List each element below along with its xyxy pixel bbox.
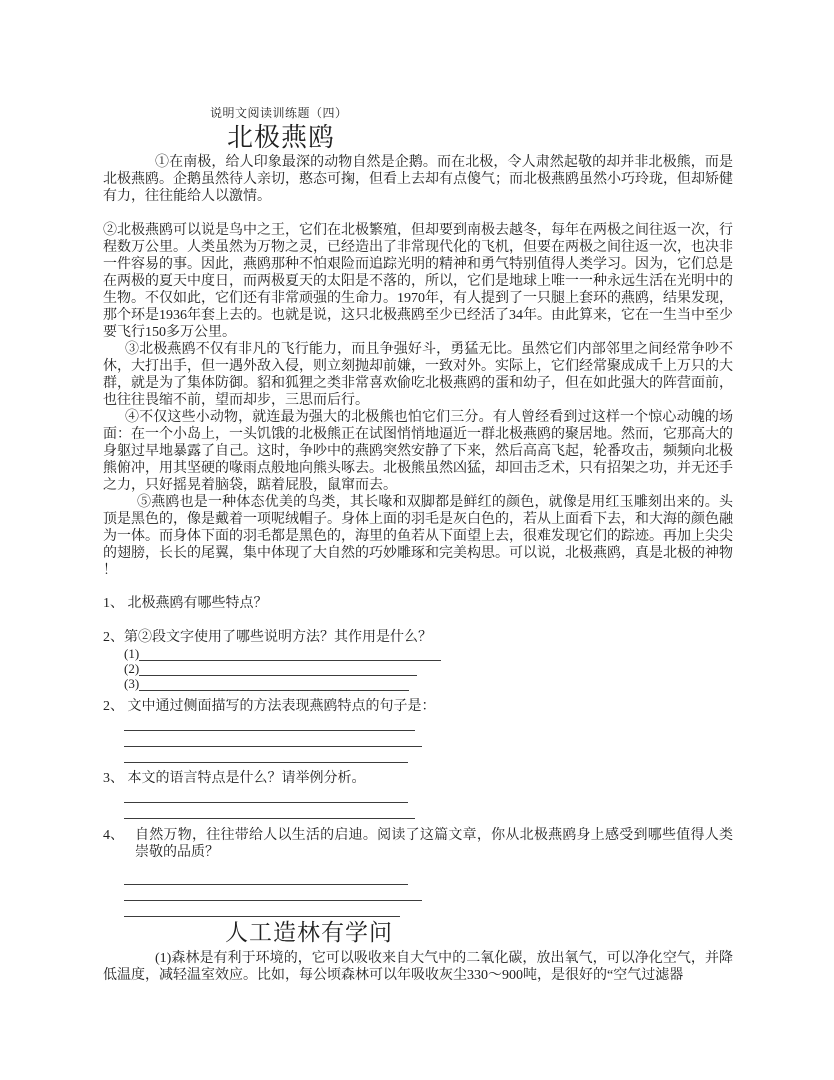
article1-paragraph-3: ③北极燕鸥不仅有非凡的飞行能力，而且争强好斗，勇猛无比。虽然它们内部邻里之间经常争吵不休，大打出手，但一遇外敌入侵，则立刻抛却前嫌，一致对外。实际上，它们经常聚成成千上万只的大群，就是为了集体防御。貂和狐狸之类非常喜欢偷吃北极燕鸥的蛋和幼子，但在如此强大的阵营面前，也往往畏缩不前，望而却步，三思而后行。 — [103, 342, 733, 408]
subitem-label-1: (1) — [124, 646, 140, 661]
document-header-title: 说明文阅读训练题（四） — [210, 106, 348, 120]
subitem-label-3: (3) — [124, 676, 140, 691]
answer-blank-line — [124, 731, 422, 747]
subitem-label-2: (2) — [124, 661, 140, 676]
answer-blank-line — [139, 661, 417, 676]
question-1: 1、 北极燕鸥有哪些特点？ — [103, 596, 268, 611]
question-2-subitem-row — [124, 676, 733, 691]
question-4-text: 自然万物，往往带给人以生活的启迪。阅读了这篇文章，你从北极燕鸥身上感受到哪些值得人类崇敬的品质？ — [135, 828, 733, 860]
article1-title: 北极燕鸥 — [227, 123, 336, 152]
question-4 — [103, 827, 733, 861]
question-2-subitem-row — [124, 661, 733, 676]
answer-blank-line — [124, 803, 415, 819]
answer-blank-line — [124, 885, 422, 901]
article1-paragraph-4: ④不仅这些小动物，就连最为强大的北极熊也怕它们三分。有人曾经看到过这样一个惊心动魄的场面：在一个小岛上，一头饥饿的北极熊正在试图悄悄地逼近一群北极燕鸥的聚居地。然而，它那高大的身躯过早地暴露了自己。这时，争吵中的燕鸥突然安静了下来，然后高高飞起，轮番攻击，频频向北极熊俯冲，用其坚硬的喙雨点般地向熊头啄去。北极熊虽然凶猛，却回击乏术，只有招架之功，并无还手之力，只好摇晃着脑袋，踮着屁股，鼠窜而去。 — [103, 410, 733, 493]
question-3: 3、 本文的语言特点是什么？请举例分析。 — [103, 771, 366, 786]
question-2: 2、第②段文字使用了哪些说明方法？其作用是什么？ — [103, 630, 432, 645]
article2-paragraph-1: (1)森林是有利于环境的，它可以吸收来自大气中的二氧化碳，放出氧气，可以净化空气，并降低温度，减轻温室效应。比如，每公顷森林可以年吸收灰尘330～900吨，是很好的“空气过滤器 — [103, 951, 733, 983]
document-content — [103, 106, 733, 984]
question-2b: 2、 文中通过侧面描写的方法表现燕鸥特点的句子是： — [103, 699, 436, 714]
article2-title: 人工造林有学问 — [225, 920, 393, 945]
question-4-number: 4、 — [103, 828, 124, 843]
article1-paragraph-5: ⑤燕鸥也是一种体态优美的鸟类，其长喙和双脚都是鲜红的颜色，就像是用红玉雕刻出来的。头顶是黑色的，像是戴着一项呢绒帽子。身体上面的羽毛是灰白色的，若从上面看下去，和大海的颜色融为一体。而身体下面的羽毛都是黑色的，海里的鱼若从下面望上去，很难发现它们的踪迹。再加上尖尖的翅膀，长长的尾翼，集中体现了大自然的巧妙雕琢和完美构思。可以说，北极燕鸥，真是北极的神物！ — [103, 495, 733, 578]
answer-blank-line — [124, 869, 408, 885]
answer-blank-line — [124, 747, 408, 763]
answer-blank-line — [124, 715, 415, 731]
article1-paragraph-1: ①在南极，给人印象最深的动物自然是企鹅。而在北极，令人肃然起敬的却并非北极熊，而是北极燕鸥。企鹅虽然待人亲切，憨态可掬，但看上去却有点傻气；而北极燕鸥虽然小巧玲珑，但却矫健有力，往往能给人以激情。 — [103, 155, 733, 204]
answer-blank-line — [124, 901, 400, 917]
answer-blank-line — [139, 676, 409, 691]
answer-blank-line — [124, 787, 408, 803]
question-2-subitem-row — [124, 646, 733, 661]
article1-paragraph-2: ②北极燕鸥可以说是鸟中之王，它们在北极繁殖，但却要到南极去越冬，每年在两极之间往返一次，行程数万公里。人类虽然为万物之灵，已经造出了非常现代化的飞机，但要在两极之间往返一次，也决非一件容易的事。因此，燕鸥那种不怕艰险而追踪光明的精神和勇气特别值得人类学习。因为，它们总是在两极的夏天中度日，而两极夏天的太阳是不落的，所以，它们是地球上唯一一种永远生活在光明中的生物。不仅如此，它们还有非常顽强的生命力。1970年，有人提到了一只腿上套环的燕鸥，结果发现，那个环是1936年套上去的。也就是说，这只北极燕鸥至少已经活了34年。由此算来，它在一生当中至少要飞行150多万公里。 — [103, 223, 733, 340]
answer-blank-line — [139, 646, 441, 661]
